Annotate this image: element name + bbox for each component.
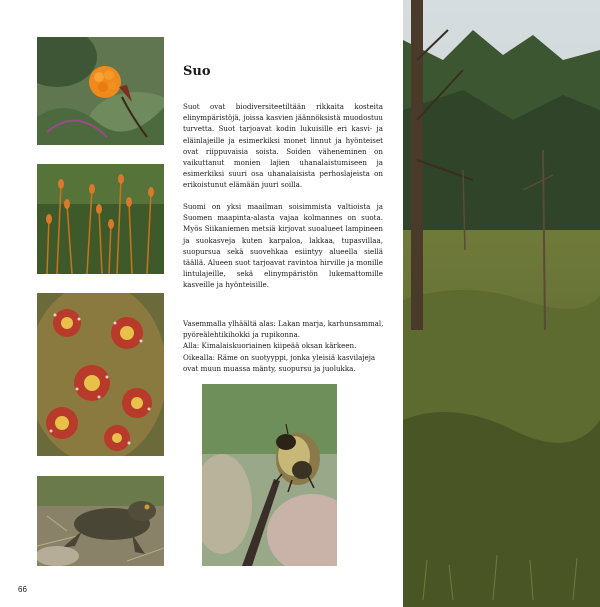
toad-photo: [37, 476, 164, 566]
cloudberry-photo: [37, 37, 164, 145]
second-paragraph: Suomi on yksi maailman soisimmista valtioista ja Suomen maapinta-alasta vajaa kolmannes on suota. Myös Siikaniemen metsiä kirjovat suoalueet lampineen ja suokasveja kuten karpaloa, lakkaa, tupasvillaa, suopursua sekä suovehkaa esiintyy alueella siellä täällä. Alueen suot tarjoavat ravintoa hirville ja monille lintulajeille, sekä elinympäristön lukemattomille kasveille ja hyönteisille.: [183, 202, 383, 290]
sundew-photo: [37, 293, 164, 456]
bog-forest-photo: [403, 0, 600, 607]
article-title: Suo: [183, 64, 211, 79]
caption-right-photo: Oikealla: Räme on suotyyppi, jonka yleisiä kasvilajeja ovat muun muassa mänty, suopursu ja juolukka.: [183, 352, 376, 373]
beetle-photo: [202, 384, 337, 566]
moss-photo: [37, 164, 164, 274]
page-number: 66: [18, 585, 27, 594]
photo-caption: [183, 318, 388, 374]
intro-paragraph: Suot ovat biodiversiteetiltään rikkaita kosteita elinympäristöjä, joissa kasvien jäännöksistä muodostuu turvetta. Suot tarjoavat kodin lukuisille eri kasvi- ja eläinlajeille ja esimerkiksi monet linnut ja hyönteiset ovat riippuvaisia soista. Soiden väheneminen on vaikuttanut monien lajien uhanalaistumiseen ja esimerkiksi suuri osa uhanalaisista perhoslajeista on erikoistunut elämään juuri soilla.: [183, 102, 383, 190]
caption-left-photos: Vasemmalla ylhäältä alas: Lakan marja, karhunsammal, pyöreälehtikihokki ja rupikonna.: [183, 319, 384, 340]
caption-below-photo: Alla: Kimalaiskuoriainen kiipeää oksan kärkeen.: [183, 341, 357, 351]
